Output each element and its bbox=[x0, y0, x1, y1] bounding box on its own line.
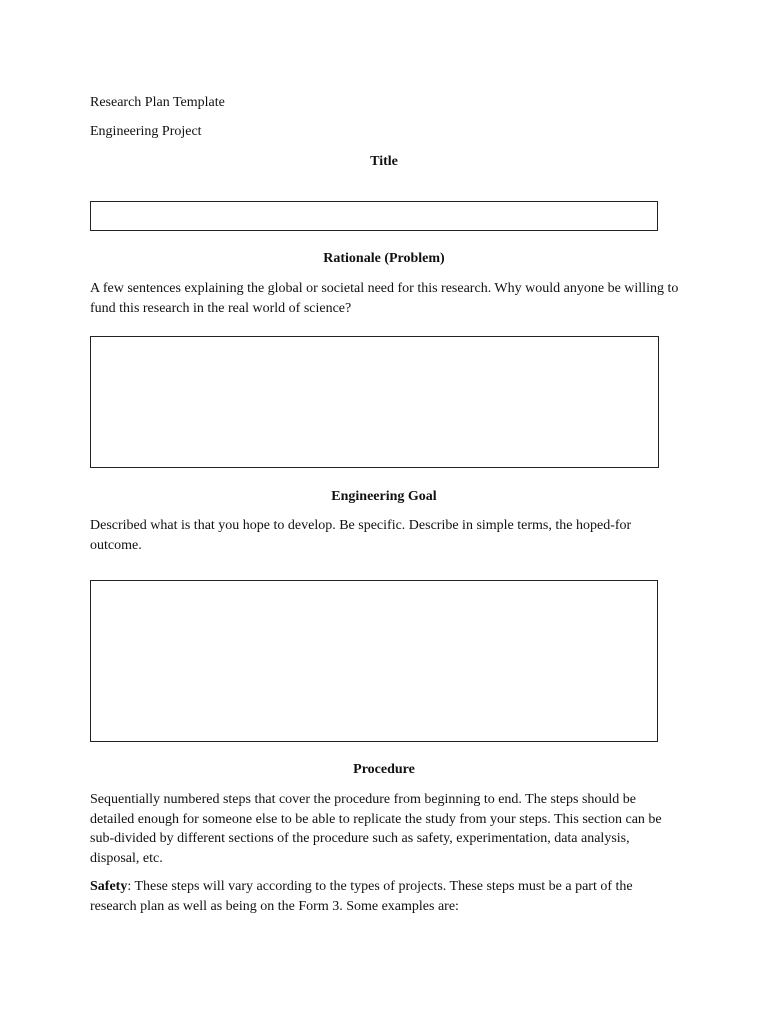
title-heading: Title bbox=[370, 154, 398, 169]
safety-label: Safety bbox=[90, 879, 128, 894]
procedure-instructions: Sequentially numbered steps that cover the procedure from beginning to end. The steps should be detailed enough for someone else to be able to replicate the study from your steps. This section can be sub-divided by different sections of the procedure such as safety, experimentation, data analysis, disposal, etc. bbox=[90, 792, 662, 866]
procedure-heading: Procedure bbox=[353, 762, 415, 777]
safety-paragraph bbox=[90, 877, 680, 916]
document-header-template: Research Plan Template bbox=[90, 95, 225, 110]
title-input-box[interactable] bbox=[90, 201, 658, 231]
engineering-goal-instructions: Described what is that you hope to develop. Be specific. Describe in simple terms, the hoped-for outcome. bbox=[90, 518, 632, 553]
document-header-project: Engineering Project bbox=[90, 124, 202, 139]
rationale-heading: Rationale (Problem) bbox=[323, 251, 445, 266]
rationale-input-box[interactable] bbox=[90, 336, 659, 468]
rationale-instructions: A few sentences explaining the global or societal need for this research. Why would anyone be willing to fund this research in the real world of science? bbox=[90, 281, 679, 316]
engineering-goal-input-box[interactable] bbox=[90, 580, 658, 742]
safety-text: : These steps will vary according to the types of projects. These steps must be a part of the research plan as well as being on the Form 3. Some examples are: bbox=[90, 879, 633, 914]
engineering-goal-heading: Engineering Goal bbox=[331, 489, 437, 504]
